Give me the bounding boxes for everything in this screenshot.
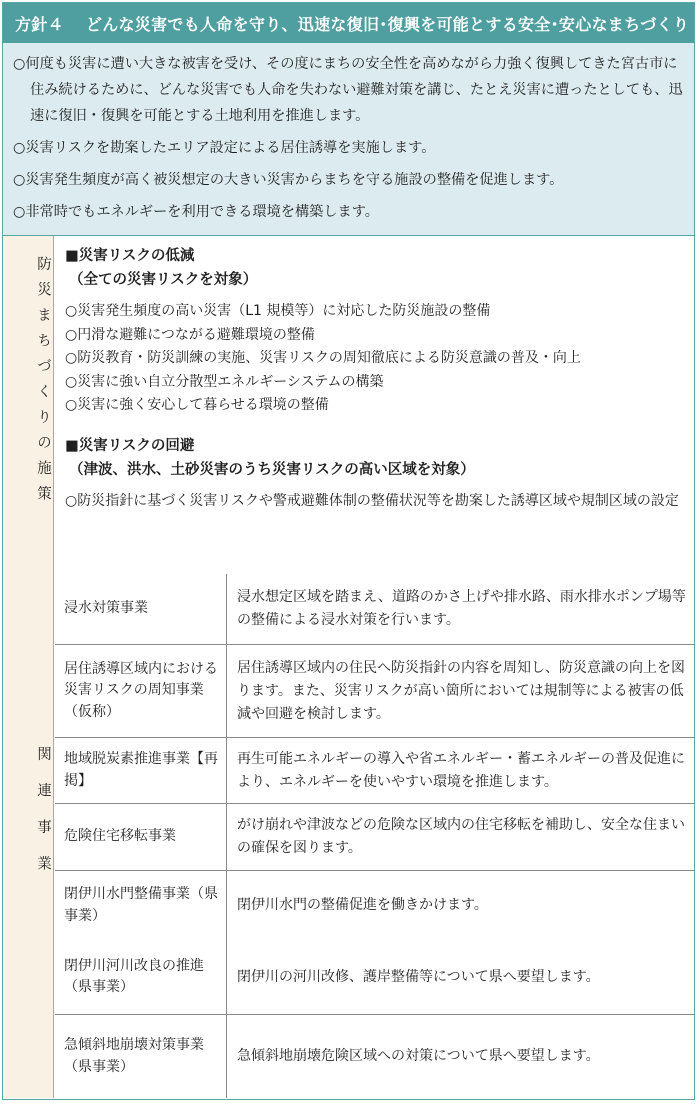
project-name: 閉伊川河川改良の推進（県事業） bbox=[55, 940, 227, 1014]
section-subtitle-avoid: （津波、洪水、土砂災害のうち災害リスクの高い区域を対象） bbox=[69, 461, 475, 478]
table-row bbox=[55, 737, 694, 803]
project-description: がけ崩れや津波などの危険な区域内の住宅移転を補助し、安全な住まいの確保を図ります。 bbox=[237, 817, 685, 856]
policy-sheet bbox=[2, 2, 695, 1100]
measures-area bbox=[55, 236, 694, 574]
section-title-reduce: ■災害リスクの低減 bbox=[65, 248, 195, 264]
project-name: 居住誘導区域内における災害リスクの周知事業（仮称） bbox=[55, 645, 227, 737]
table-row bbox=[55, 1014, 694, 1098]
measure-item: ○災害発生頻度の高い災害（L1 規模等）に対応した防災施設の整備 bbox=[65, 303, 491, 319]
measure-item: ○防災教育・防災訓練の実施、災害リスクの周知徹底による防災意識の普及・向上 bbox=[65, 350, 581, 366]
summary-item: ○災害リスクを勘案したエリア設定による居住誘導を実施します。 bbox=[13, 140, 436, 156]
measure-item: ○災害に強い自立分散型エネルギーシステムの構築 bbox=[65, 373, 384, 390]
side-label-column bbox=[3, 236, 54, 1098]
side-label-projects: 関連事業 bbox=[35, 746, 51, 892]
measure-item: ○災害に強く安心して暮らせる環境の整備 bbox=[65, 397, 329, 413]
table-row bbox=[55, 644, 694, 737]
table-row bbox=[55, 803, 694, 870]
side-label-measures: 防災まちづくりの施策 bbox=[35, 256, 51, 511]
project-description: 居住誘導区域内の住民へ防災指針の内容を周知し、防災意識の向上を図ります。また、災害リスクが高い箇所においては規制等による被害の低減や回避を検討します。 bbox=[237, 659, 685, 722]
policy-header bbox=[3, 3, 694, 43]
project-description: 閉伊川の河川改修、護岸整備等について県へ要望します。 bbox=[237, 968, 600, 985]
measure-item: ○円滑な避難につながる避難環境の整備 bbox=[65, 326, 315, 343]
table-row bbox=[55, 870, 694, 940]
project-description: 急傾斜地崩壊危険区域への対策について県へ要望します。 bbox=[237, 1048, 600, 1064]
project-description: 浸水想定区域を踏まえ、道路のかさ上げや排水路、雨水排水ポンプ場等の整備による浸水対策を行います。 bbox=[237, 589, 686, 628]
table-row bbox=[55, 574, 694, 644]
table-row bbox=[55, 940, 694, 1014]
main-column bbox=[55, 236, 694, 1098]
policy-number: 方針４ bbox=[15, 14, 64, 34]
measure-item: ○防災指針に基づく災害リスクや警戒避難体制の整備状況等を勘案した誘導区域や規制区域の設定 bbox=[65, 492, 679, 509]
project-name: 閉伊川水門整備事業（県事業） bbox=[55, 871, 227, 940]
summary-item: ○災害発生頻度が高く被災想定の大きい災害からまちを守る施設の整備を促進します。 bbox=[13, 172, 564, 188]
policy-summary bbox=[3, 43, 694, 236]
project-name: 危険住宅移転事業 bbox=[55, 804, 227, 870]
summary-item: ○非常時でもエネルギーを利用できる環境を構築します。 bbox=[13, 204, 379, 220]
projects-table bbox=[55, 574, 694, 1098]
summary-item: ○何度も災害に遭い大きな被害を受け、その度にまちの安全性を高めながら力強く復興してきた宮古市に住み続けるために、どんな災害でも人命を失わない避難対策を講じ、たとえ災害に遭ったとしても、迅速に復旧・復興を可能とする土地利用を推進します。 bbox=[13, 56, 683, 124]
project-name: 地域脱炭素推進事業【再掲】 bbox=[55, 738, 227, 803]
project-name: 浸水対策事業 bbox=[55, 574, 227, 644]
project-description: 閉伊川水門の整備促進を働きかけます。 bbox=[237, 897, 488, 913]
section-title-avoid: ■災害リスクの回避 bbox=[65, 437, 195, 454]
policy-title: どんな災害でも人命を守り、迅速な復旧･復興を可能とする安全･安心なまちづくり bbox=[85, 14, 690, 34]
section-subtitle-reduce: （全ての災害リスクを対象） bbox=[69, 272, 258, 288]
lower-section bbox=[3, 236, 694, 1098]
project-description: 再生可能エネルギーの導入や省エネルギー・蓄エネルギーの普及促進により、エネルギーを使いやすい環境を推進します。 bbox=[237, 750, 685, 790]
project-name: 急傾斜地崩壊対策事業（県事業） bbox=[55, 1015, 227, 1098]
